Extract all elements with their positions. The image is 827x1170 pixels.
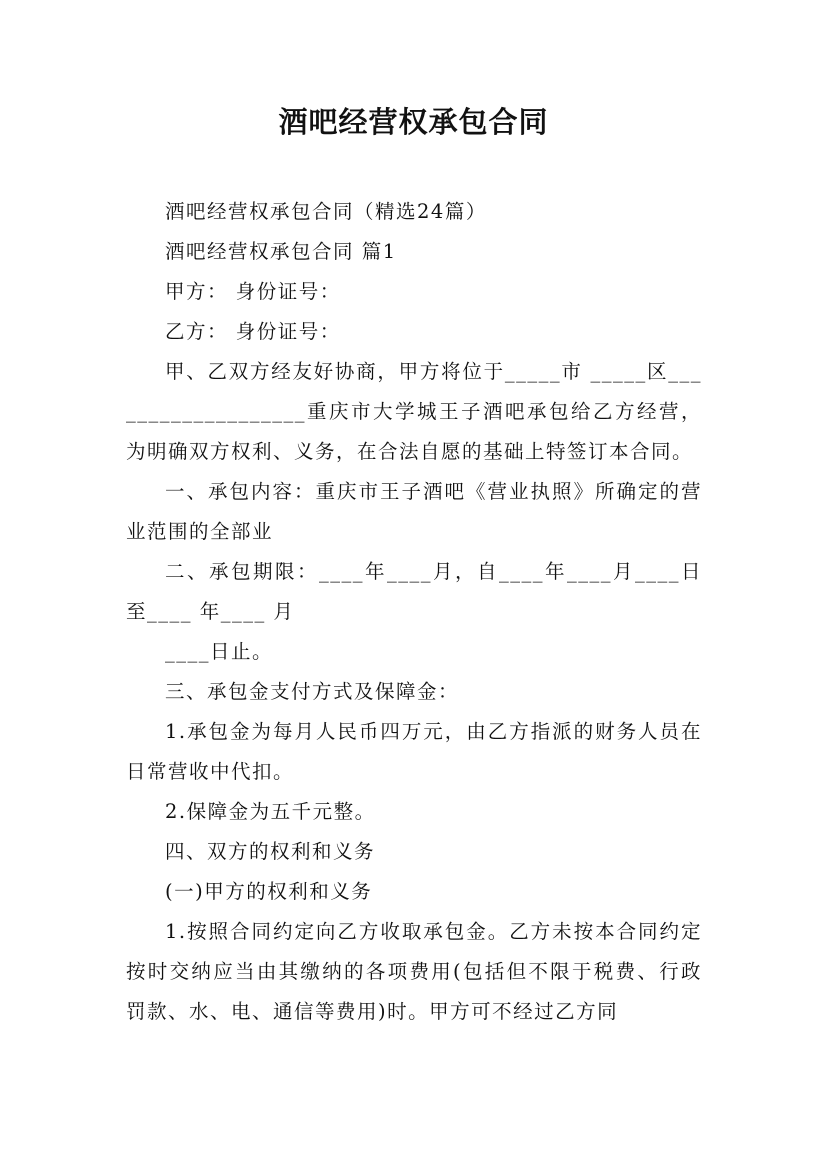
- paragraph-payment-item-2: 2.保障金为五千元整。: [165, 800, 376, 823]
- paragraph-preamble: 甲、乙双方经友好协商，甲方将位于_____市 _____区___________________重庆市大学城王子酒吧承包给乙方经营，为明确双方权利、义务，在合法自愿的基础上特签订本合同。: [126, 360, 702, 463]
- paragraph-subtitle: 酒吧经营权承包合同（精选24篇）: [165, 200, 487, 223]
- paragraph-contract-term-end: ____日止。: [165, 640, 274, 663]
- paragraph-payment-item-1: 1.承包金为每月人民币四万元，由乙方指派的财务人员在日常营收中代扣。: [126, 720, 702, 783]
- paragraph-section-heading: 酒吧经营权承包合同 篇1: [165, 240, 397, 263]
- paragraph-payment-heading: 三、承包金支付方式及保障金：: [165, 680, 460, 703]
- paragraph-party-a: 甲方： 身份证号：: [165, 280, 341, 303]
- paragraph-contract-term: 二、承包期限：____年____月，自____年____月____日至____ 年____ 月: [126, 560, 702, 623]
- paragraph-rights-heading: 四、双方的权利和义务: [165, 840, 376, 863]
- paragraph-contract-content: 一、承包内容：重庆市王子酒吧《营业执照》所确定的营业范围的全部业: [126, 480, 702, 543]
- paragraph-party-b: 乙方： 身份证号：: [165, 320, 341, 343]
- paragraph-party-a-rights-item-1: 1.按照合同约定向乙方收取承包金。乙方未按本合同约定按时交纳应当由其缴纳的各项费用(包括但不限于税费、行政罚款、水、电、通信等费用)时。甲方可不经过乙方同: [126, 920, 702, 1023]
- document-title: 酒吧经营权承包合同: [278, 105, 549, 139]
- document-body: [126, 192, 702, 1032]
- paragraph-party-a-rights-heading: (一)甲方的权利和义务: [165, 880, 373, 903]
